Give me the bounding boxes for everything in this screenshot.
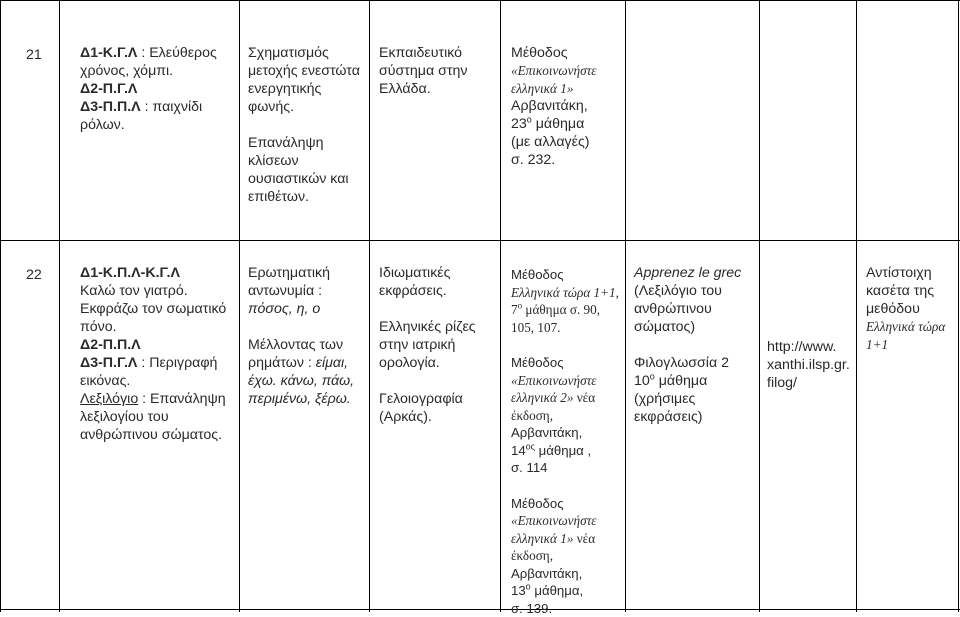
author: Αρβανιτάκη, — [511, 97, 623, 115]
page-ref: σ. 139. — [511, 600, 623, 617]
column-divider-4 — [500, 0, 501, 612]
skill-text: : παιχνίδι ρόλων. — [80, 99, 202, 133]
culture-text: Ιδιωματικές εκφράσεις. — [379, 264, 497, 300]
culture-cell — [379, 44, 497, 98]
method-label: Μέθοδος — [511, 354, 623, 372]
grammar-cell — [248, 44, 366, 206]
culture-text: Γελοιογραφία (Αρκάς). — [379, 390, 497, 426]
row-divider — [0, 240, 960, 241]
skills-cell — [80, 44, 230, 134]
culture-text: Εκπαιδευτικό σύστημα στην Ελλάδα. — [379, 44, 497, 98]
grammar-text: Μέλλοντας των ρημάτων : — [248, 337, 343, 371]
book-title: Ελληνικά τώρα 1+1 — [866, 318, 954, 353]
lesson: $10^o$ μάθημα — [634, 372, 756, 390]
culture-cell — [379, 264, 497, 426]
skill-code: Δ2-Π.Γ.Λ — [80, 80, 230, 98]
resource-text: Αντίστοιχη κασέτα της μεθόδου — [866, 264, 954, 318]
skill-text: : Ελεύθερος χρόνος, χόμπι. — [80, 45, 217, 79]
method-label: Μέθοδος — [511, 495, 623, 513]
method-cell: Μέθοδος Ελληνικά τώρα 1+1, $7^o$ μάθημα σ. 90, 105, 107. Μέθοδος «Επικοινωνήστε ελληνικά 2» νέα έκδοση, Αρβανιτάκη, $14^{o\varsigma}$ μάθημα , σ. 114 Μέθοδος «Επικοινωνήστε ελληνικά 1» νέα έκδοση, Αρβανιτάκη, $13^o$ μάθημα, σ. 139. — [511, 266, 623, 617]
column-divider-3 — [369, 0, 370, 612]
book-title: «Επικοινωνήστε ελληνικά 2» — [511, 373, 597, 406]
author: Αρβανιτάκη, — [511, 565, 623, 583]
author: Αρβανιτάκη, — [511, 424, 623, 442]
resources-cell — [634, 264, 756, 426]
column-divider-2 — [239, 0, 240, 612]
method-cell — [511, 44, 623, 169]
table-border-left — [0, 0, 1, 612]
column-divider-6 — [759, 0, 760, 612]
column-divider-7 — [856, 0, 857, 612]
skills-cell — [80, 264, 235, 444]
skill-code: Δ3-Π.Γ.Λ — [80, 355, 137, 371]
method-label: Μέθοδος — [511, 44, 623, 62]
lesson: $23^o$ μάθημα — [511, 115, 623, 133]
column-divider-5 — [625, 0, 626, 612]
skill-code: Δ3-Π.Π.Λ — [80, 99, 141, 115]
grammar-text: Σχηματισμός μετοχής ενεστώτα ενεργητικής φωνής. — [248, 44, 366, 116]
website-link[interactable] — [767, 338, 853, 392]
skill-code: Δ2-Π.Π.Λ — [80, 336, 235, 354]
skill-code: Δ1-Κ.Γ.Λ — [80, 45, 137, 61]
method-label: Μέθοδος — [511, 266, 623, 284]
page-ref: σ. 232. — [511, 151, 623, 169]
table-border-bottom — [0, 609, 960, 610]
row-number: 21 — [26, 46, 42, 64]
page-ref: σ. 114 — [511, 459, 623, 477]
lesson: $13^o$ μάθημα, — [511, 582, 623, 600]
grammar-text: Ερωτηματική αντωνυμία : — [248, 264, 366, 300]
book-title: Ελληνικά τώρα 1+1 — [511, 285, 616, 300]
book-title: «Επικοινωνήστε ελληνικά 1» — [511, 62, 623, 97]
grammar-example: έχω. κάνω, πάω, περιμένω, ξέρω. — [248, 372, 366, 408]
column-divider-1 — [59, 0, 60, 612]
audio-cell — [866, 264, 954, 353]
vocabulary-label: Λεξιλόγιο — [80, 391, 138, 407]
grammar-example: είμαι, — [316, 355, 348, 371]
row-number: 22 — [26, 266, 42, 284]
table-border-top — [0, 0, 960, 1]
resource-text: (χρήσιμες εκφράσεις) — [634, 390, 756, 426]
skill-text: : Επανάληψη λεξιλογίου του ανθρώπινου σώματος. — [80, 391, 226, 443]
lesson: $14^{o\varsigma}$ μάθημα , — [511, 442, 623, 460]
skill-text: Καλώ τον γιατρό. — [80, 282, 235, 300]
url-text[interactable]: http://www. xanthi.ilsp.gr. filog/ — [767, 338, 853, 392]
grammar-example: πόσος, η, ο — [248, 300, 366, 318]
resource-text: Φιλογλωσσία 2 — [634, 354, 756, 372]
resource-text: (Λεξιλόγιο του ανθρώπινου σώματος) — [634, 282, 756, 336]
grammar-cell — [248, 264, 366, 408]
grammar-text: Επανάληψη κλίσεων ουσιαστικών και επιθέτων. — [248, 134, 366, 206]
skill-code: Δ1-Κ.Π.Λ-Κ.Γ.Λ — [80, 264, 235, 282]
note: (με αλλαγές) — [511, 133, 623, 151]
book-title: «Επικοινωνήστε ελληνικά 1» — [511, 513, 597, 546]
book-title: Apprenez le grec — [634, 264, 756, 282]
table-border-right — [958, 0, 959, 612]
skill-text: Εκφράζω τον σωματικό πόνο. — [80, 300, 235, 336]
culture-text: Ελληνικές ρίζες στην ιατρική ορολογία. — [379, 318, 497, 372]
skill-text: : Περιγραφή εικόνας. — [80, 355, 217, 389]
